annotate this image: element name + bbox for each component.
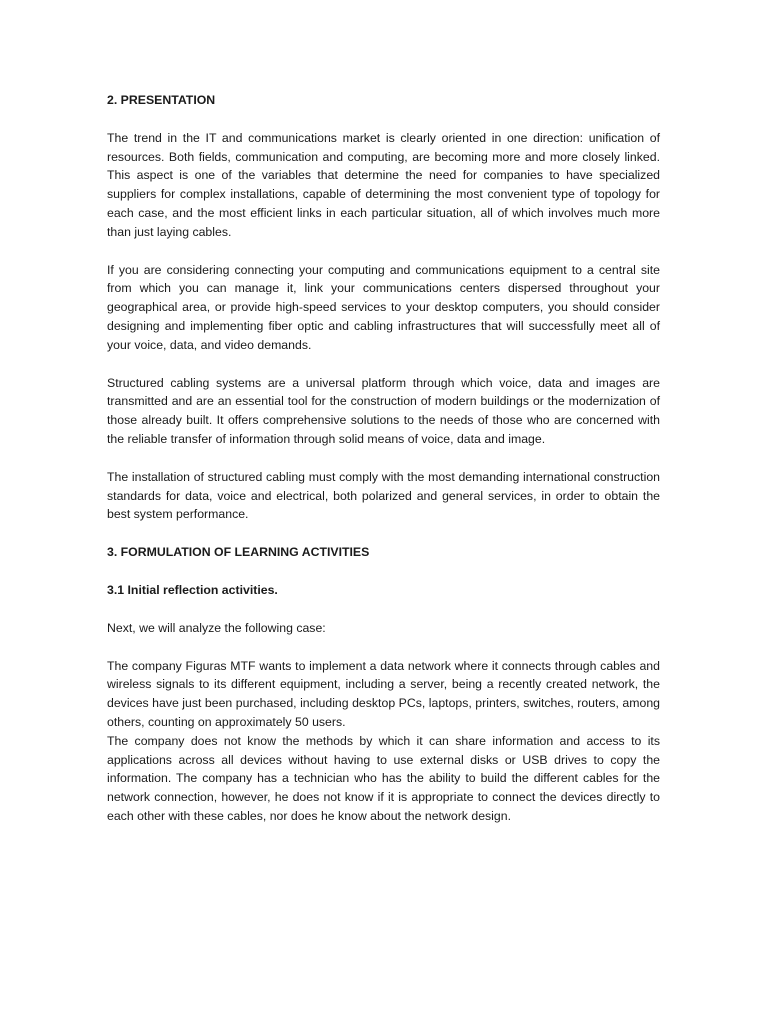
section-2-paragraph-4: The installation of structured cabling must comply with the most demanding international construction standards for data, voice and electrical, both polarized and general services, in order to obtain the best system performance.	[107, 469, 660, 522]
section-2-paragraph-3: Structured cabling systems are a universal platform through which voice, data and images are transmitted and are an essential tool for the construction of modern buildings or the modernization of those already built. It offers comprehensive solutions to the needs of those who are concerned with the reliable transfer of information through solid means of voice, data and image.	[107, 375, 660, 446]
document-page	[107, 91, 660, 845]
section-3-paragraph-1: Next, we will analyze the following case:	[107, 620, 326, 635]
section-3-paragraph-3: The company does not know the methods by which it can share information and access to its applications across all devices without having to use external disks or USB drives to copy the information. The company has a technician who has the ability to build the different cables for the network connection, however, he does not know if it is appropriate to connect the devices directly to each other with these cables, nor does he know about the network design.	[107, 733, 660, 823]
section-3-1-subheading: 3.1 Initial reflection activities.	[107, 582, 278, 597]
section-2-heading: 2. PRESENTATION	[107, 93, 216, 107]
section-3-paragraph-2: The company Figuras MTF wants to implement a data network where it connects through cables and wireless signals to its different equipment, including a server, being a recently created network, the devices have just been purchased, including desktop PCs, laptops, printers, switches, routers, among others, counting on approximately 50 users.	[107, 658, 660, 729]
section-2-paragraph-1: The trend in the IT and communications market is clearly oriented in one direction: unification of resources. Both fields, communication and computing, are becoming more and more closely linked. This aspect is one of the variables that determine the need for companies to have specialized suppliers for complex installations, capable of determining the most convenient type of topology for each case, and the most efficient links in each particular situation, all of which involves much more than just laying cables.	[107, 130, 660, 239]
section-2-paragraph-2: If you are considering connecting your computing and communications equipment to a central site from which you can manage it, link your communications centers dispersed throughout your geographical area, or provide high-speed services to your desktop computers, you should consider designing and implementing fiber optic and cabling infrastructures that will successfully meet all of your voice, data, and video demands.	[107, 262, 660, 352]
section-3-heading: 3. FORMULATION OF LEARNING ACTIVITIES	[107, 545, 370, 560]
